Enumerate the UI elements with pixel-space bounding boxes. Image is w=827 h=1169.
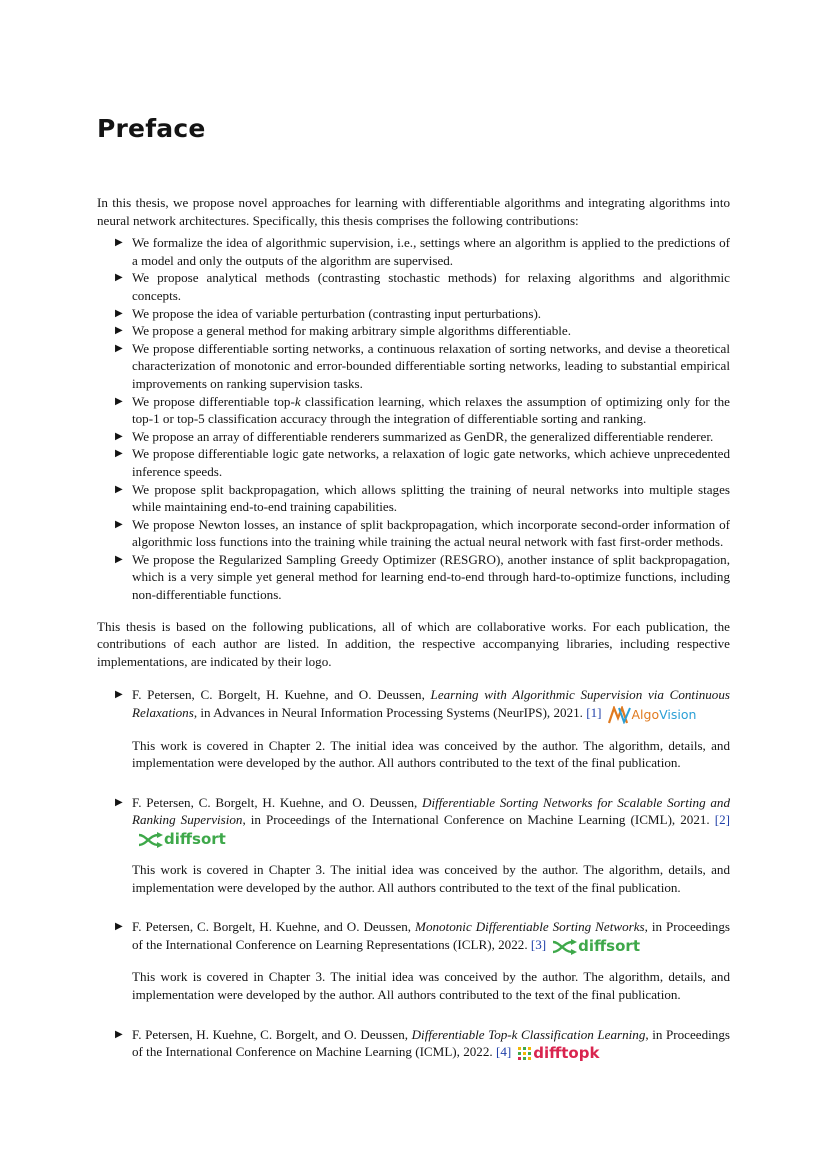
publication-item bbox=[115, 1026, 730, 1063]
publication-citation: F. Petersen, C. Borgelt, H. Kuehne, and O. Deussen, Differentiable Sorting Networks for Scalable Sorting and Ranking Supervision, in Proceedings of the International Conference on Machine Learning (ICML), 2021. [2]diffsort bbox=[132, 794, 730, 848]
diffsort-logo: diffsort bbox=[552, 937, 640, 956]
list-item: ▶ We propose differentiable sorting networks, a continuous relaxation of sorting networks, and devise a theoretical characterization of monotonic and error-bounded differentiable sorting networks, leading to substantial empirical improvements on ranking supervision tasks. bbox=[115, 340, 730, 391]
citation-link[interactable]: [2] bbox=[714, 812, 730, 828]
bullet-icon: ▶ bbox=[115, 796, 123, 808]
difftopk-logo: difftopk bbox=[517, 1044, 599, 1063]
list-item: ▶ We propose the idea of variable perturbation (contrasting input perturbations). bbox=[115, 305, 542, 321]
bullet-icon: ▶ bbox=[115, 325, 123, 337]
publications-list bbox=[97, 686, 730, 1062]
publication-citation: F. Petersen, C. Borgelt, H. Kuehne, and O. Deussen, Monotonic Differentiable Sorting Networks, in Proceedings of the International Conference on Learning Representations (ICLR), 2022. [3] diffsort bbox=[132, 919, 730, 955]
algovision-logo: AlgoVision bbox=[608, 705, 697, 724]
bullet-icon: ▶ bbox=[115, 272, 123, 284]
bullet-icon: ▶ bbox=[115, 553, 123, 565]
contributions-list bbox=[97, 234, 730, 603]
list-item: ▶ We propose differentiable logic gate networks, a relaxation of logic gate networks, which achieve unprecedented inference speeds. bbox=[115, 446, 730, 479]
bullet-icon: ▶ bbox=[115, 430, 123, 442]
publication-citation: F. Petersen, C. Borgelt, H. Kuehne, and O. Deussen, Learning with Algorithmic Supervision via Continuous Relaxations, in Advances in Neural Information Processing Systems (NeurIPS), 2021. [1] AlgoVision bbox=[132, 687, 730, 722]
bullet-icon: ▶ bbox=[115, 921, 123, 933]
list-item: ▶ We propose differentiable top-k classification learning, which relaxes the assumption of optimizing only for the top-1 or top-5 classification accuracy through the integration of differentiable sorting and ranking. bbox=[115, 393, 730, 427]
publication-note: This work is covered in Chapter 3. The initial idea was conceived by the author. The algorithm, details, and implementation were developed by the author. All authors contributed to the text of the final publication. bbox=[132, 862, 730, 895]
shuffle-icon bbox=[552, 939, 578, 955]
list-item: ▶ We propose an array of differentiable renderers summarized as GenDR, the generalized differentiable renderer. bbox=[115, 428, 714, 444]
list-item: ▶ We propose analytical methods (contrasting stochastic methods) for relaxing algorithms and algorithmic concepts. bbox=[115, 270, 730, 303]
publication-citation: F. Petersen, H. Kuehne, C. Borgelt, and O. Deussen, Differentiable Top-k Classification Learning, in Proceedings of the International Conference on Machine Learning (ICML), 2022. [4] difftopk bbox=[132, 1026, 730, 1063]
list-item: ▶ We propose the Regularized Sampling Greedy Optimizer (RESGRO), another instance of split backpropagation, which is a very simple yet general method for learning end-to-end through hard-to-optimize functions, including non-differentiable functions. bbox=[115, 551, 730, 603]
shuffle-icon bbox=[138, 832, 164, 848]
dots-grid-icon bbox=[517, 1046, 533, 1062]
list-item: ▶ We formalize the idea of algorithmic supervision, i.e., settings where an algorithm is applied to the predictions of a model and only the outputs of the algorithm are supervised. bbox=[115, 235, 730, 268]
publication-note: This work is covered in Chapter 3. The initial idea was conceived by the author. The algorithm, details, and implementation were developed by the author. All authors contributed to the text of the final publication. bbox=[132, 969, 730, 1003]
bullet-icon: ▶ bbox=[115, 307, 123, 319]
diffsort-logo: diffsort bbox=[138, 830, 226, 849]
bullet-icon: ▶ bbox=[115, 689, 123, 701]
citation-link[interactable]: [1] bbox=[586, 705, 602, 721]
list-item: ▶ We propose split backpropagation, which allows splitting the training of neural networks into multiple stages while maintaining end-to-end training capabilities. bbox=[115, 481, 730, 515]
bullet-icon: ▶ bbox=[115, 395, 123, 407]
bullet-icon: ▶ bbox=[115, 483, 123, 495]
bullet-icon: ▶ bbox=[115, 342, 123, 354]
citation-link[interactable]: [4] bbox=[495, 1044, 512, 1060]
bullet-icon: ▶ bbox=[115, 518, 123, 530]
publications-intro: This thesis is based on the following publications, all of which are collaborative works. For each publication, the contributions of each author are listed. In addition, the respective accompanying libraries, including respective implementations, are indicated by their logo. bbox=[97, 618, 730, 669]
list-item: ▶ We propose a general method for making arbitrary simple algorithms differentiable. bbox=[115, 323, 572, 339]
algovision-logo-icon bbox=[608, 706, 632, 724]
publication-item bbox=[115, 794, 730, 897]
page-title: Preface bbox=[97, 114, 206, 143]
citation-link[interactable]: [3] bbox=[530, 937, 547, 953]
preface-body bbox=[97, 194, 730, 1085]
bullet-icon: ▶ bbox=[115, 237, 123, 249]
publication-item bbox=[115, 918, 730, 1003]
publication-item bbox=[115, 686, 730, 771]
list-item: ▶ We propose Newton losses, an instance of split backpropagation, which incorporate second-order information of algorithmic loss functions into the training while training the actual neural network with fast first-order methods. bbox=[115, 516, 730, 550]
intro-paragraph: In this thesis, we propose novel approaches for learning with differentiable algorithms and integrating algorithms into neural network architectures. Specifically, this thesis comprises the following contributions: bbox=[97, 195, 730, 228]
bullet-icon: ▶ bbox=[115, 448, 123, 460]
bullet-icon: ▶ bbox=[115, 1028, 123, 1040]
publication-note: This work is covered in Chapter 2. The initial idea was conceived by the author. The algorithm, details, and implementation were developed by the author. All authors contributed to the text of the final publication. bbox=[132, 737, 730, 771]
